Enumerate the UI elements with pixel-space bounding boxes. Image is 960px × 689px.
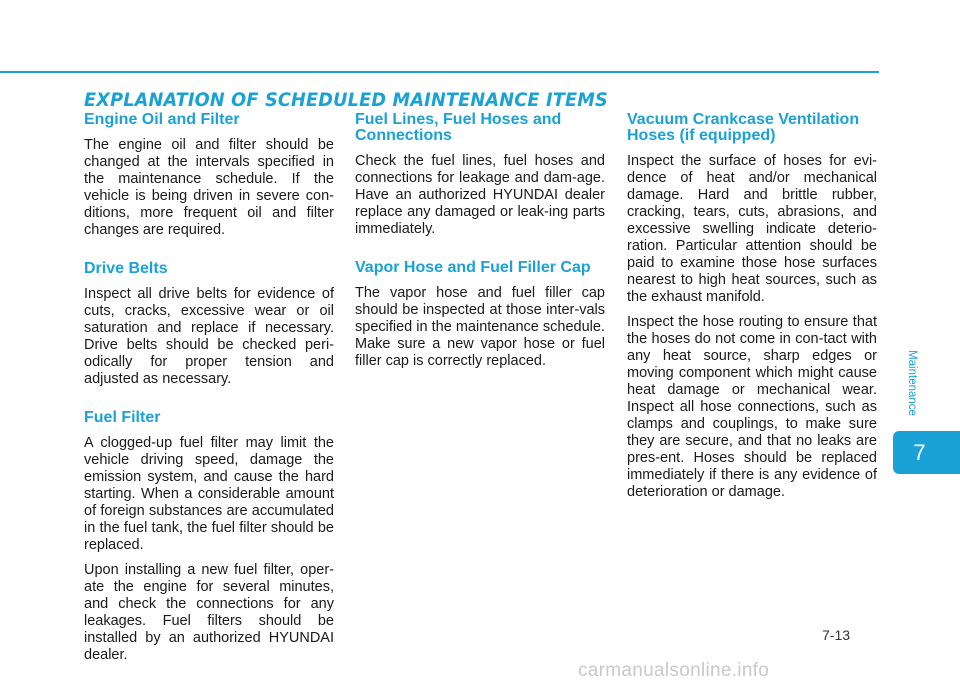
section-title: Vacuum Crankcase Ventilation Hoses (if equipped) xyxy=(627,111,860,144)
header-rule xyxy=(0,71,879,73)
chapter-side-label xyxy=(892,338,932,428)
chapter-number: 7 xyxy=(913,439,926,465)
section-title: Fuel Filter xyxy=(84,409,161,426)
section-vacuum-hoses xyxy=(627,112,877,501)
watermark: carmanualsonline.info xyxy=(578,660,770,681)
section-paragraph: Inspect the surface of hoses for evi-dence of heat and/or mechanical damage. Hard and brittle rubber, cracking, tears, cuts, abrasions, and excessive swelling indicate deterio-ration. Particular attention should be paid to examine those hose surfaces nearest to high heat sources, such as the exhaust manifold. xyxy=(627,153,877,305)
section-paragraph: The engine oil and filter should be changed at the intervals specified in the maintenance schedule. If the vehicle is being driven in severe con-ditions, more frequent oil and filter changes are required. xyxy=(84,137,334,238)
page-title: EXPLANATION OF SCHEDULED MAINTENANCE ITEMS xyxy=(84,89,608,111)
section-vapor-hose xyxy=(355,260,605,370)
section-title: Drive Belts xyxy=(84,260,168,277)
section-paragraph: The vapor hose and fuel filler cap should be inspected at those inter-vals specified in the maintenance schedule. Make sure a new vapor hose or fuel filler cap is correctly replaced. xyxy=(355,285,605,369)
section-paragraph: Check the fuel lines, fuel hoses and connections for leakage and dam-age. Have an authorized HYUNDAI dealer replace any damaged or leak-ing parts immediately. xyxy=(355,153,605,237)
section-fuel-lines xyxy=(355,112,605,238)
section-title: Engine Oil and Filter xyxy=(84,111,240,128)
column-1 xyxy=(84,112,334,672)
section-fuel-filter xyxy=(84,410,334,664)
section-paragraph: Inspect the hose routing to ensure that the hoses do not come in con-tact with any heat source, sharp edges or moving component which might cause heat damage or mechanical wear. Inspect all hose connections, such as clamps and couplings, to make sure they are secure, and that no leaks are pres-ent. Hoses should be replaced immediately if there is any evidence of deterioration or damage. xyxy=(627,314,877,500)
page-number: 7-13 xyxy=(822,627,851,643)
column-3 xyxy=(627,112,877,509)
section-title: Fuel Lines, Fuel Hoses and Connections xyxy=(355,111,562,144)
chapter-side-label-text: Maintenance xyxy=(906,350,919,416)
section-paragraph: Inspect all drive belts for evidence of cuts, cracks, excessive wear or oil saturation and replace if necessary. Drive belts should be checked peri-odically for proper tension and adjusted as necessary. xyxy=(84,286,334,387)
section-drive-belts xyxy=(84,261,334,388)
section-paragraph: A clogged-up fuel filter may limit the vehicle driving speed, damage the emission system, and cause the hard starting. When a considerable amount of foreign substances are accumulated in the fuel tank, the fuel filter should be replaced. xyxy=(84,435,334,553)
section-title: Vapor Hose and Fuel Filler Cap xyxy=(355,259,591,276)
column-2 xyxy=(355,112,605,378)
section-paragraph: Upon installing a new fuel filter, oper-ate the engine for several minutes, and check the connections for any leakages. Fuel filters should be installed by an authorized HYUNDAI dealer. xyxy=(84,562,334,663)
chapter-tab xyxy=(893,431,960,474)
section-engine-oil xyxy=(84,112,334,239)
